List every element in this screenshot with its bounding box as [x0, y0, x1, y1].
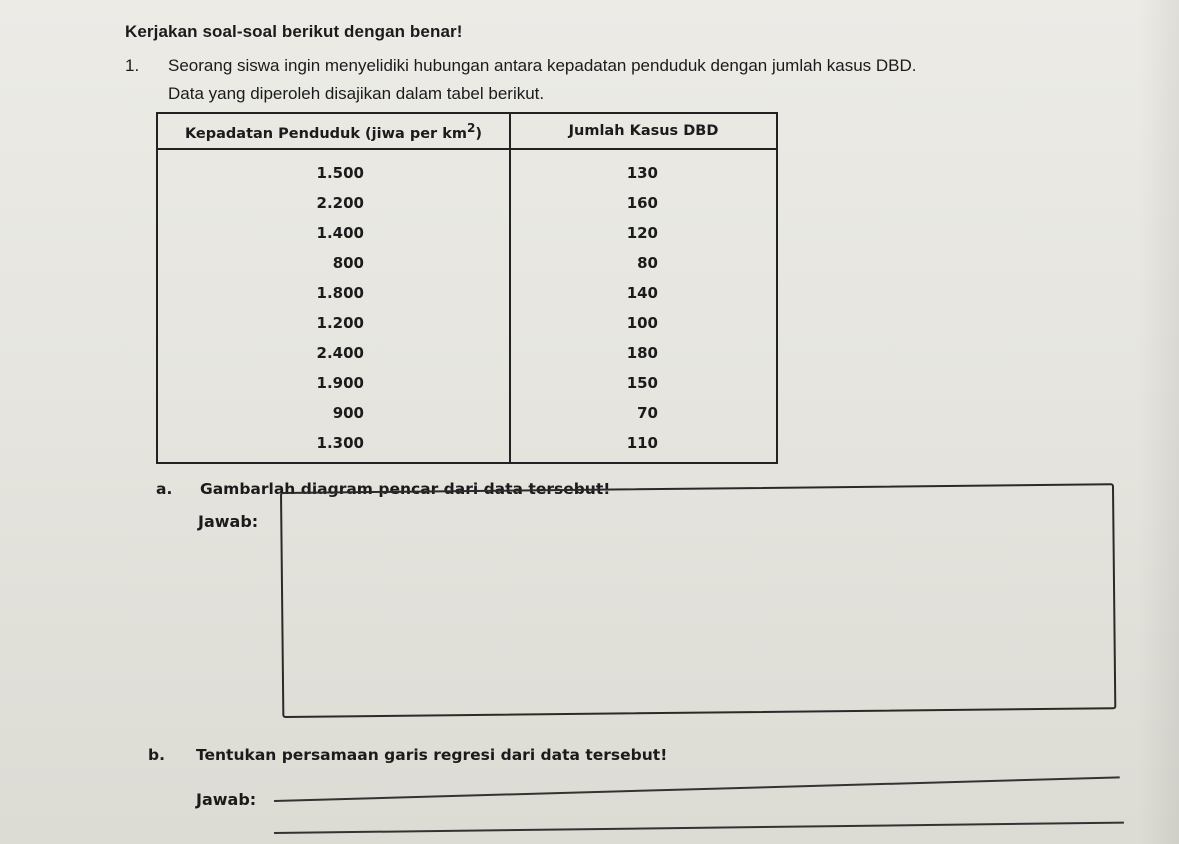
table-row	[157, 149, 777, 188]
cases-cell: 80	[637, 254, 658, 272]
part-a-answer-label: Jawab:	[198, 512, 259, 531]
density-cell: 1.500	[157, 149, 510, 188]
header-cases: Jumlah Kasus DBD	[510, 113, 777, 149]
density-cell: 2.400	[157, 338, 510, 368]
question-text	[168, 52, 1068, 108]
table-row	[157, 428, 777, 463]
part-b-answer-label: Jawab:	[196, 790, 257, 809]
part-b-label: b.	[148, 746, 165, 764]
part-a-label: a.	[156, 480, 173, 498]
page-edge-shadow	[1139, 0, 1179, 844]
scatter-answer-box[interactable]	[280, 483, 1116, 718]
table-row	[157, 338, 777, 368]
header-density: Kepadatan Penduduk (jiwa per $km^2$)	[157, 113, 510, 149]
question-line-1: Seorang siswa ingin menyelidiki hubungan antara kepadatan penduduk dengan jumlah kasus DBD.	[168, 56, 917, 75]
table-row	[157, 368, 777, 398]
table-header-row	[157, 113, 777, 149]
cases-cell: 180	[626, 344, 658, 362]
cases-cell: 70	[637, 404, 658, 422]
question-line-2: Data yang diperoleh disajikan dalam tabel berikut.	[168, 84, 545, 103]
part-b-prompt	[148, 746, 667, 764]
table-row	[157, 188, 777, 218]
cases-cell: 150	[626, 374, 658, 392]
answer-line[interactable]	[274, 822, 1124, 834]
part-a-text: Gambarlah diagram pencar dari data tersebut!	[200, 480, 611, 498]
question-number: 1.	[125, 56, 140, 75]
table-row	[157, 278, 777, 308]
density-cell: 1.200	[157, 308, 510, 338]
table-row	[157, 398, 777, 428]
page-heading: Kerjakan soal-soal berikut dengan benar!	[125, 22, 463, 41]
data-table	[156, 112, 778, 464]
cases-cell: 100	[626, 314, 658, 332]
table-row	[157, 248, 777, 278]
answer-line[interactable]	[274, 776, 1120, 802]
density-cell: 1.300	[157, 428, 510, 463]
cases-cell: 120	[626, 224, 658, 242]
table-row	[157, 308, 777, 338]
part-b-text: Tentukan persamaan garis regresi dari data tersebut!	[196, 746, 668, 764]
cases-cell: 130	[626, 164, 658, 182]
density-cell: 800	[157, 248, 510, 278]
cases-cell: 160	[626, 194, 658, 212]
density-cell: 1.800	[157, 278, 510, 308]
density-cell: 1.900	[157, 368, 510, 398]
cases-cell: 110	[626, 434, 658, 452]
density-cell: 900	[157, 398, 510, 428]
cases-cell: 140	[626, 284, 658, 302]
density-cell: 1.400	[157, 218, 510, 248]
density-cell: 2.200	[157, 188, 510, 218]
table-row	[157, 218, 777, 248]
